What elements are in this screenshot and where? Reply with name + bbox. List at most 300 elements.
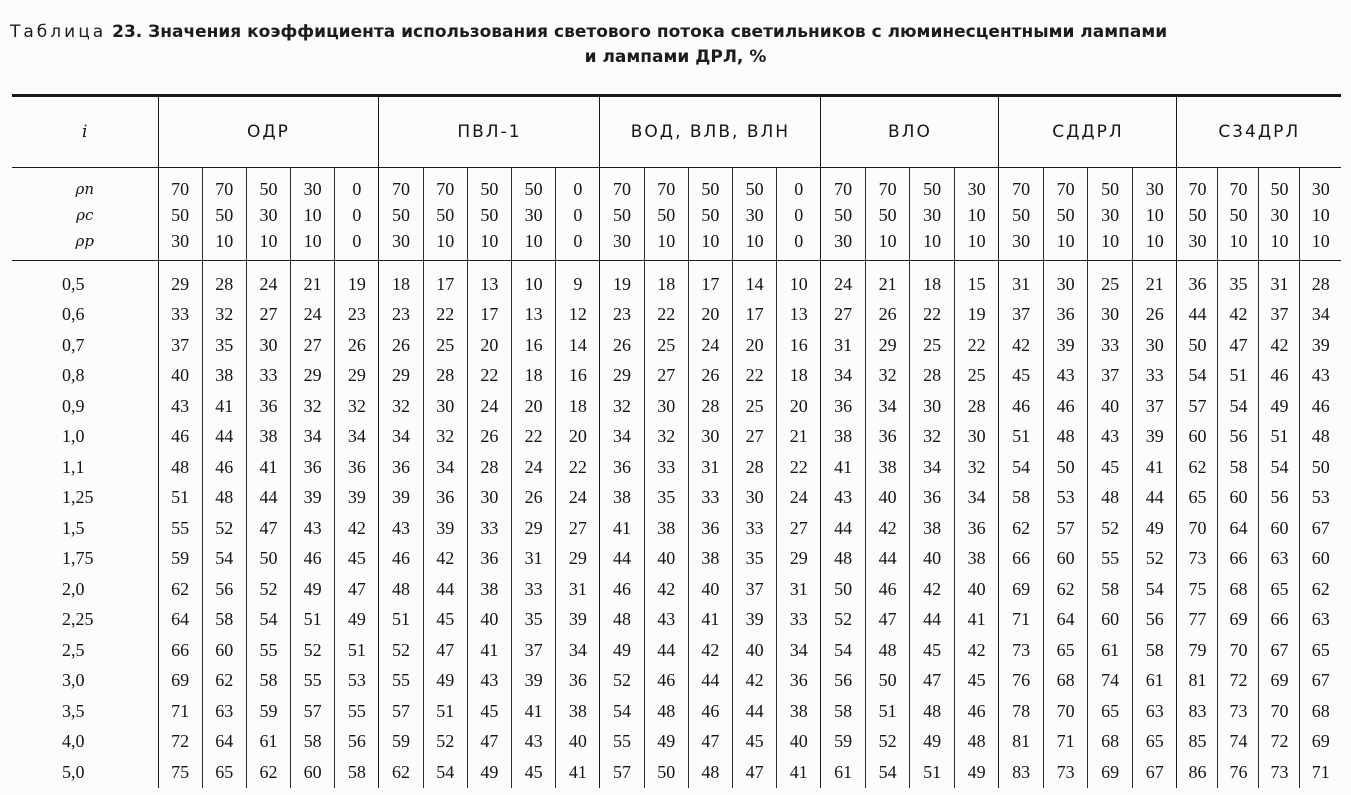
reflectance-value: 70	[865, 168, 910, 203]
table-cell: 36	[600, 452, 644, 483]
table-cell: 51	[335, 635, 379, 666]
table-cell: 69	[1259, 666, 1300, 697]
table-cell: 37	[512, 635, 556, 666]
table-cell: 14	[732, 261, 776, 300]
table-cell: 70	[1218, 635, 1259, 666]
table-cell: 44	[688, 666, 732, 697]
table-cell: 15	[954, 261, 999, 300]
table-cell: 44	[1132, 483, 1177, 514]
reflectance-value: 70	[1177, 168, 1218, 203]
table-cell: 43	[158, 391, 202, 422]
table-cell: 48	[865, 635, 910, 666]
table-cell: 51	[291, 605, 335, 636]
reflectance-value: 10	[1300, 228, 1341, 261]
table-cell: 38	[688, 544, 732, 575]
table-cell: 73	[999, 635, 1044, 666]
table-cell: 46	[644, 666, 688, 697]
reflectance-value: 30	[1177, 228, 1218, 261]
table-cell: 17	[423, 261, 467, 300]
table-cell: 39	[335, 483, 379, 514]
table-cell: 24	[512, 452, 556, 483]
table-cell: 48	[202, 483, 246, 514]
reflectance-value: 50	[1088, 168, 1133, 203]
table-cell: 68	[1300, 696, 1341, 727]
table-cell: 51	[1259, 422, 1300, 453]
table-cell: 41	[467, 635, 511, 666]
table-cell: 39	[423, 513, 467, 544]
table-cell: 64	[158, 605, 202, 636]
table-cell: 54	[1259, 452, 1300, 483]
table-cell: 45	[1088, 452, 1133, 483]
table-cell: 67	[1300, 666, 1341, 697]
table-cell: 21	[865, 261, 910, 300]
table-cell: 44	[423, 574, 467, 605]
table-cell: 45	[335, 544, 379, 575]
room-index-cell: 2,0	[62, 578, 85, 599]
table-cell: 18	[556, 391, 600, 422]
reflectance-value: 0	[335, 168, 379, 203]
table-cell: 81	[999, 727, 1044, 758]
table-cell: 73	[1177, 544, 1218, 575]
table-cell: 32	[291, 391, 335, 422]
table-cell: 53	[335, 666, 379, 697]
table-cell: 46	[202, 452, 246, 483]
reflectance-value: 50	[467, 202, 511, 228]
table-cell: 28	[954, 391, 999, 422]
table-cell: 65	[1177, 483, 1218, 514]
table-cell: 71	[1300, 757, 1341, 788]
table-cell: 75	[1177, 574, 1218, 605]
table-cell: 69	[1218, 605, 1259, 636]
table-cell: 23	[600, 300, 644, 331]
table-cell: 42	[999, 330, 1044, 361]
reflectance-value: 70	[600, 168, 644, 203]
table-cell: 41	[600, 513, 644, 544]
table-cell: 48	[600, 605, 644, 636]
table-cell: 46	[158, 422, 202, 453]
table-cell: 29	[865, 330, 910, 361]
table-cell: 45	[732, 727, 776, 758]
table-cell: 83	[1177, 696, 1218, 727]
table-cell: 58	[202, 605, 246, 636]
table-cell: 57	[1177, 391, 1218, 422]
coefficient-table	[12, 94, 1341, 788]
table-cell: 46	[1300, 391, 1341, 422]
table-cell: 54	[246, 605, 290, 636]
table-cell: 20	[688, 300, 732, 331]
table-cell: 33	[688, 483, 732, 514]
table-cell: 38	[467, 574, 511, 605]
table-cell: 65	[1132, 727, 1177, 758]
table-cell: 56	[335, 727, 379, 758]
table-cell: 54	[600, 696, 644, 727]
reflectance-value: 70	[423, 168, 467, 203]
table-cell: 44	[1177, 300, 1218, 331]
table-row	[12, 361, 1341, 392]
table-cell: 18	[379, 261, 423, 300]
table-cell: 31	[556, 574, 600, 605]
table-cell: 57	[379, 696, 423, 727]
table-cell: 59	[379, 727, 423, 758]
table-cell: 61	[1088, 635, 1133, 666]
reflectance-value: 50	[1177, 202, 1218, 228]
table-cell: 66	[999, 544, 1044, 575]
table-cell: 57	[1043, 513, 1088, 544]
table-cell: 52	[423, 727, 467, 758]
room-index-cell: 5,0	[62, 761, 85, 782]
table-cell: 51	[158, 483, 202, 514]
table-cell: 40	[688, 574, 732, 605]
reflectance-value: 10	[644, 228, 688, 261]
reflectance-value: 70	[999, 168, 1044, 203]
table-cell: 69	[999, 574, 1044, 605]
table-row	[12, 696, 1341, 727]
table-cell: 43	[291, 513, 335, 544]
table-cell: 58	[1088, 574, 1133, 605]
table-cell: 39	[379, 483, 423, 514]
reflectance-value: 10	[732, 228, 776, 261]
table-cell: 44	[865, 544, 910, 575]
reflectance-value: 30	[954, 168, 999, 203]
table-cell: 41	[246, 452, 290, 483]
table-cell: 41	[688, 605, 732, 636]
table-cell: 28	[732, 452, 776, 483]
table-cell: 29	[379, 361, 423, 392]
reflectance-value: 10	[1218, 228, 1259, 261]
table-cell: 37	[158, 330, 202, 361]
table-cell: 46	[865, 574, 910, 605]
table-cell: 56	[1218, 422, 1259, 453]
table-cell: 60	[202, 635, 246, 666]
table-cell: 55	[1088, 544, 1133, 575]
table-cell: 10	[512, 261, 556, 300]
table-cell: 65	[1088, 696, 1133, 727]
reflectance-label: ρр	[12, 228, 158, 261]
table-cell: 65	[1043, 635, 1088, 666]
table-cell: 46	[1043, 391, 1088, 422]
table-cell: 44	[644, 635, 688, 666]
reflectance-value: 0	[556, 202, 600, 228]
table-cell: 43	[1088, 422, 1133, 453]
table-cell: 36	[777, 666, 821, 697]
reflectance-value: 10	[910, 228, 955, 261]
table-cell: 56	[1132, 605, 1177, 636]
table-cell: 25	[644, 330, 688, 361]
table-cell: 51	[423, 696, 467, 727]
table-cell: 32	[423, 422, 467, 453]
reflectance-value: 0	[777, 168, 821, 203]
table-cell: 31	[688, 452, 732, 483]
table-cell: 49	[954, 757, 999, 788]
table-cell: 37	[1259, 300, 1300, 331]
table-cell: 32	[865, 361, 910, 392]
table-cell: 45	[910, 635, 955, 666]
table-cell: 73	[1259, 757, 1300, 788]
table-cell: 40	[732, 635, 776, 666]
table-cell: 36	[1177, 261, 1218, 300]
table-cell: 25	[1088, 261, 1133, 300]
table-row	[12, 422, 1341, 453]
group-header: СДДРЛ	[999, 96, 1177, 168]
table-cell: 54	[865, 757, 910, 788]
table-cell: 49	[1132, 513, 1177, 544]
table-cell: 38	[202, 361, 246, 392]
table-cell: 31	[821, 330, 866, 361]
table-cell: 60	[1177, 422, 1218, 453]
caption-prefix: Таблица	[10, 22, 107, 42]
table-cell: 69	[1088, 757, 1133, 788]
table-cell: 28	[202, 261, 246, 300]
table-cell: 76	[1218, 757, 1259, 788]
table-cell: 26	[688, 361, 732, 392]
reflectance-value: 0	[335, 202, 379, 228]
table-cell: 74	[1218, 727, 1259, 758]
table-cell: 47	[732, 757, 776, 788]
table-cell: 29	[291, 361, 335, 392]
table-cell: 18	[777, 361, 821, 392]
table-cell: 60	[1218, 483, 1259, 514]
table-cell: 48	[1300, 422, 1341, 453]
table-row	[12, 330, 1341, 361]
reflectance-value: 50	[423, 202, 467, 228]
reflectance-value: 70	[379, 168, 423, 203]
table-cell: 26	[600, 330, 644, 361]
table-cell: 50	[821, 574, 866, 605]
table-cell: 30	[467, 483, 511, 514]
reflectance-value: 30	[999, 228, 1044, 261]
table-cell: 40	[777, 727, 821, 758]
table-cell: 26	[467, 422, 511, 453]
table-row	[12, 635, 1341, 666]
table-cell: 38	[556, 696, 600, 727]
table-cell: 50	[1177, 330, 1218, 361]
table-cell: 52	[821, 605, 866, 636]
group-header: ВЛО	[821, 96, 999, 168]
table-cell: 69	[1300, 727, 1341, 758]
table-cell: 65	[202, 757, 246, 788]
table-cell: 20	[556, 422, 600, 453]
table-cell: 38	[865, 452, 910, 483]
table-cell: 22	[777, 452, 821, 483]
table-cell: 60	[1043, 544, 1088, 575]
table-cell: 42	[954, 635, 999, 666]
reflectance-value: 30	[910, 202, 955, 228]
table-cell: 20	[777, 391, 821, 422]
table-cell: 36	[910, 483, 955, 514]
table-cell: 60	[1300, 544, 1341, 575]
table-cell: 42	[335, 513, 379, 544]
table-cell: 60	[1088, 605, 1133, 636]
table-cell: 22	[512, 422, 556, 453]
table-cell: 50	[246, 544, 290, 575]
reflectance-value: 50	[688, 202, 732, 228]
table-cell: 48	[379, 574, 423, 605]
table-cell: 42	[1218, 300, 1259, 331]
table-cell: 62	[246, 757, 290, 788]
table-cell: 47	[246, 513, 290, 544]
table-cell: 62	[1177, 452, 1218, 483]
table-cell: 43	[467, 666, 511, 697]
table-cell: 25	[910, 330, 955, 361]
table-cell: 66	[1218, 544, 1259, 575]
table-cell: 30	[732, 483, 776, 514]
group-header: ВОД, ВЛВ, ВЛН	[600, 96, 821, 168]
table-cell: 52	[291, 635, 335, 666]
table-cell: 12	[556, 300, 600, 331]
reflectance-value: 10	[291, 228, 335, 261]
caption-title-line-2: и лампами ДРЛ, %	[584, 47, 767, 67]
table-cell: 42	[865, 513, 910, 544]
table-cell: 40	[865, 483, 910, 514]
table-cell: 40	[158, 361, 202, 392]
reflectance-value: 10	[1043, 228, 1088, 261]
table-cell: 33	[777, 605, 821, 636]
reflectance-value: 30	[291, 168, 335, 203]
table-cell: 56	[821, 666, 866, 697]
reflectance-value: 10	[1259, 228, 1300, 261]
table-cell: 38	[777, 696, 821, 727]
table-cell: 30	[246, 330, 290, 361]
table-cell: 34	[954, 483, 999, 514]
table-row	[12, 727, 1341, 758]
table-cell: 30	[1088, 300, 1133, 331]
table-cell: 41	[777, 757, 821, 788]
table-cell: 48	[821, 544, 866, 575]
table-cell: 59	[821, 727, 866, 758]
table-cell: 40	[556, 727, 600, 758]
table-cell: 36	[954, 513, 999, 544]
table-cell: 22	[644, 300, 688, 331]
reflectance-row	[12, 202, 1341, 228]
table-cell: 35	[732, 544, 776, 575]
table-cell: 43	[821, 483, 866, 514]
reflectance-value: 70	[1218, 168, 1259, 203]
reflectance-value: 50	[644, 202, 688, 228]
table-cell: 34	[1300, 300, 1341, 331]
table-cell: 32	[379, 391, 423, 422]
table-cell: 49	[467, 757, 511, 788]
table-cell: 20	[732, 330, 776, 361]
table-cell: 60	[1259, 513, 1300, 544]
reflectance-value: 10	[467, 228, 511, 261]
table-cell: 41	[556, 757, 600, 788]
table-cell: 21	[291, 261, 335, 300]
caption-line-1	[10, 20, 1341, 45]
table-cell: 28	[423, 361, 467, 392]
table-cell: 16	[777, 330, 821, 361]
table-cell: 26	[335, 330, 379, 361]
table-cell: 66	[1259, 605, 1300, 636]
table-cell: 57	[600, 757, 644, 788]
room-index-cell: 3,0	[62, 670, 85, 691]
table-cell: 62	[379, 757, 423, 788]
reflectance-value: 10	[202, 228, 246, 261]
caption-title-line-1: 23. Значения коэффициента использования светового потока светильников с люминесцентными лампами	[112, 22, 1168, 42]
table-row	[12, 261, 1341, 300]
table-cell: 34	[556, 635, 600, 666]
table-cell: 62	[1300, 574, 1341, 605]
table-cell: 41	[1132, 452, 1177, 483]
reflectance-value: 50	[1043, 202, 1088, 228]
table-cell: 22	[732, 361, 776, 392]
table-cell: 43	[1043, 361, 1088, 392]
reflectance-value: 50	[821, 202, 866, 228]
room-index-cell: 2,5	[62, 639, 85, 660]
table-cell: 70	[1043, 696, 1088, 727]
table-cell: 33	[1132, 361, 1177, 392]
room-index-cell: 4,0	[62, 731, 85, 752]
reflectance-row	[12, 168, 1341, 203]
table-cell: 34	[910, 452, 955, 483]
reflectance-value: 50	[910, 168, 955, 203]
reflectance-value: 0	[777, 202, 821, 228]
table-cell: 26	[865, 300, 910, 331]
table-cell: 32	[600, 391, 644, 422]
reflectance-value: 50	[202, 202, 246, 228]
table-cell: 54	[1177, 361, 1218, 392]
table-cell: 39	[512, 666, 556, 697]
table-cell: 55	[600, 727, 644, 758]
table-cell: 38	[954, 544, 999, 575]
room-index-cell: 0,5	[62, 273, 85, 294]
table-cell: 48	[644, 696, 688, 727]
table-cell: 36	[423, 483, 467, 514]
table-cell: 44	[732, 696, 776, 727]
reflectance-value: 30	[1300, 168, 1341, 203]
table-cell: 38	[644, 513, 688, 544]
reflectance-value: 50	[512, 168, 556, 203]
table-cell: 41	[954, 605, 999, 636]
table-cell: 50	[865, 666, 910, 697]
table-cell: 38	[246, 422, 290, 453]
reflectance-value: 50	[246, 168, 290, 203]
table-cell: 42	[1259, 330, 1300, 361]
table-cell: 27	[291, 330, 335, 361]
reflectance-value: 70	[1043, 168, 1088, 203]
table-cell: 28	[688, 391, 732, 422]
table-cell: 18	[910, 261, 955, 300]
table-cell: 49	[600, 635, 644, 666]
table-cell: 36	[821, 391, 866, 422]
table-cell: 18	[512, 361, 556, 392]
table-cell: 24	[777, 483, 821, 514]
table-cell: 32	[644, 422, 688, 453]
table-cell: 30	[1043, 261, 1088, 300]
reflectance-value: 30	[1259, 202, 1300, 228]
table-cell: 35	[202, 330, 246, 361]
table-cell: 81	[1177, 666, 1218, 697]
table-cell: 73	[1218, 696, 1259, 727]
room-index-cell: 1,25	[62, 487, 94, 508]
reflectance-value: 50	[865, 202, 910, 228]
table-cell: 36	[291, 452, 335, 483]
table-cell: 68	[1043, 666, 1088, 697]
table-cell: 45	[423, 605, 467, 636]
table-cell: 48	[688, 757, 732, 788]
table-cell: 52	[246, 574, 290, 605]
table-cell: 25	[423, 330, 467, 361]
table-cell: 47	[1218, 330, 1259, 361]
reflectance-value: 10	[246, 228, 290, 261]
reflectance-label: ρп	[75, 180, 94, 198]
reflectance-value: 10	[1300, 202, 1341, 228]
reflectance-value: 50	[467, 168, 511, 203]
table-cell: 63	[1259, 544, 1300, 575]
table-cell: 58	[291, 727, 335, 758]
table-cell: 22	[467, 361, 511, 392]
reflectance-value: 30	[1088, 202, 1133, 228]
table-cell: 16	[512, 330, 556, 361]
